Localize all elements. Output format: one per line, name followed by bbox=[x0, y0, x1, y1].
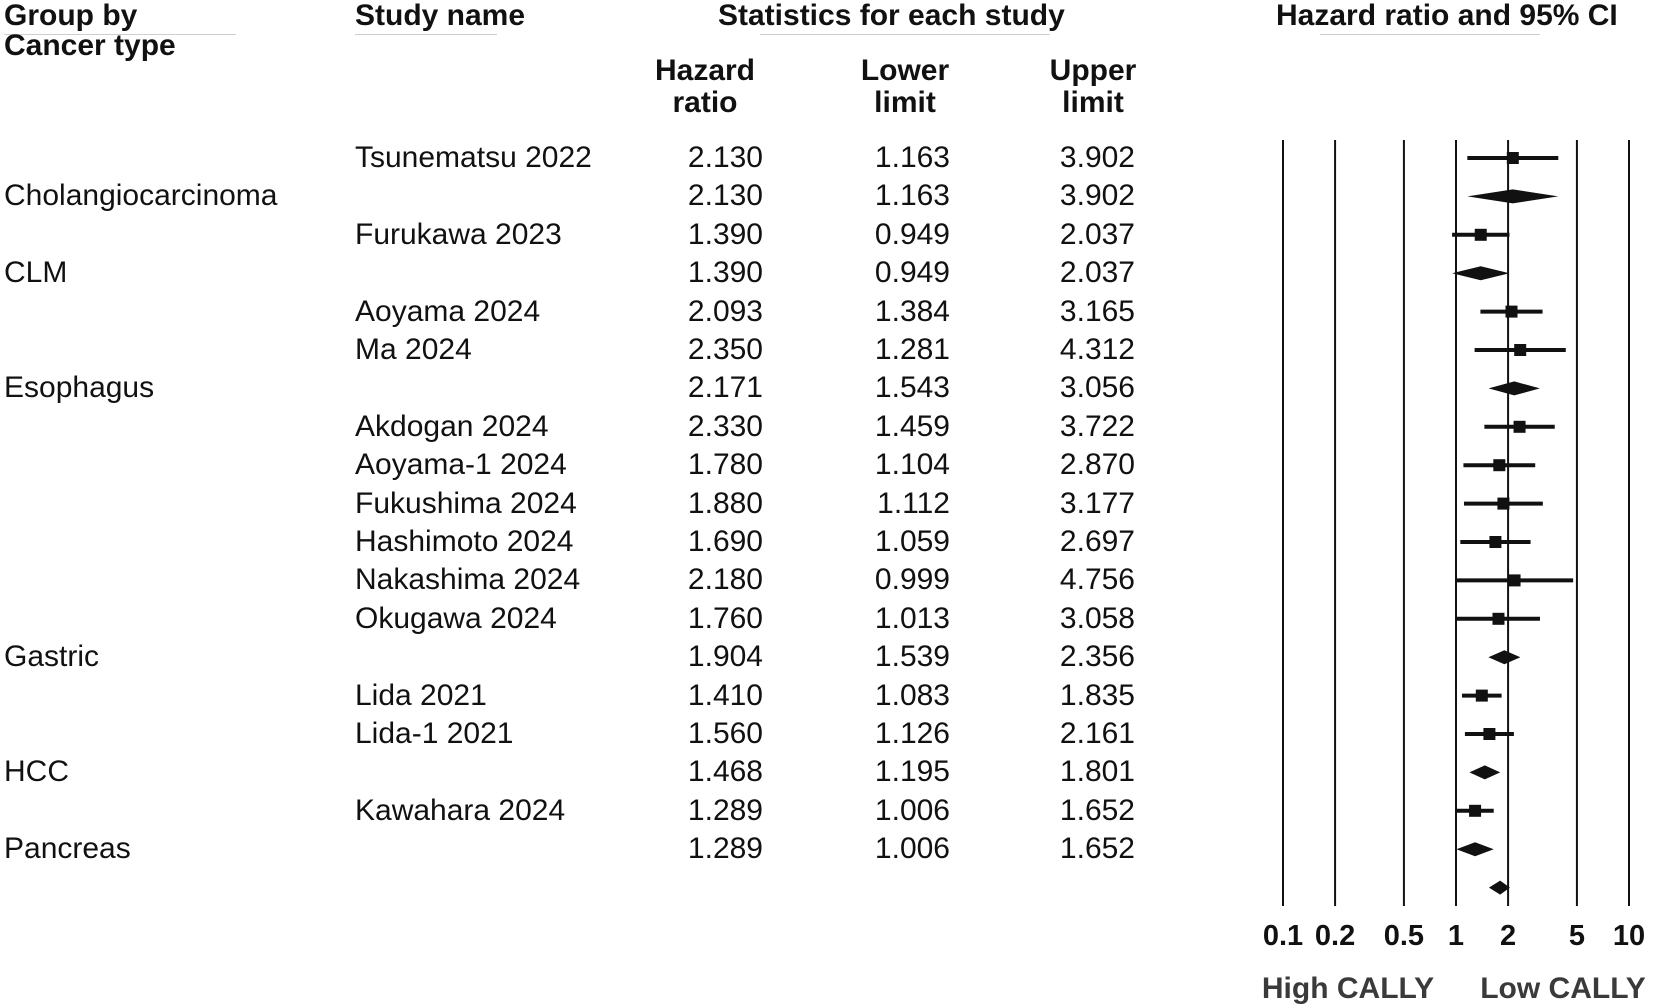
lower-limit-value: 1.459 bbox=[874, 409, 950, 443]
point-estimate-marker bbox=[1497, 498, 1509, 510]
hr-header-1: Hazard bbox=[654, 54, 756, 87]
point-estimate-marker bbox=[1489, 536, 1501, 548]
summary-diamond bbox=[1488, 650, 1520, 664]
hazard-ratio-value: 1.289 bbox=[687, 832, 763, 866]
lower-limit-value: 1.083 bbox=[874, 678, 950, 712]
study-name: Lida 2021 bbox=[355, 678, 487, 712]
group-label: HCC bbox=[4, 755, 69, 789]
hazard-ratio-value: 1.690 bbox=[687, 525, 763, 558]
upper-limit-value: 3.058 bbox=[1059, 601, 1135, 635]
x-tick-label: 0.1 bbox=[1262, 920, 1304, 952]
lower-limit-value: 1.059 bbox=[874, 525, 950, 558]
upper-limit-value: 3.056 bbox=[1059, 371, 1135, 405]
hazard-ratio-value: 1.390 bbox=[687, 256, 763, 290]
group-label: Cholangiocarcinoma bbox=[4, 179, 278, 213]
upper-limit-value: 2.697 bbox=[1059, 525, 1135, 558]
hazard-ratio-value: 2.350 bbox=[687, 333, 763, 366]
hazard-ratio-value: 1.410 bbox=[687, 678, 763, 712]
hazard-ratio-value: 2.180 bbox=[687, 563, 763, 597]
lower-limit-value: 1.112 bbox=[877, 486, 950, 520]
upper-header-1: Upper bbox=[1049, 54, 1137, 87]
group-label: Gastric bbox=[4, 640, 100, 674]
hazard-ratio-value: 2.330 bbox=[687, 409, 763, 443]
study-name: Aoyama 2024 bbox=[355, 294, 541, 328]
plot-header: Hazard ratio and 95% CI bbox=[1276, 0, 1618, 32]
hazard-ratio-value: 1.760 bbox=[687, 601, 763, 635]
hazard-ratio-value: 2.130 bbox=[687, 179, 763, 213]
study-name: Hashimoto 2024 bbox=[355, 525, 574, 558]
hazard-ratio-value: 2.171 bbox=[687, 371, 763, 405]
upper-limit-value: 2.037 bbox=[1059, 256, 1135, 290]
point-estimate-marker bbox=[1475, 229, 1487, 241]
lower-limit-value: 1.013 bbox=[874, 601, 950, 635]
x-tick-label: 10 bbox=[1612, 920, 1646, 952]
summary-diamond bbox=[1456, 842, 1493, 856]
x-tick-label: 2 bbox=[1500, 920, 1517, 952]
point-estimate-marker bbox=[1514, 344, 1526, 356]
upper-limit-value: 1.652 bbox=[1059, 793, 1135, 827]
study-name: Aoyama-1 2024 bbox=[355, 448, 567, 482]
group-label: Esophagus bbox=[4, 371, 155, 405]
hazard-ratio-value: 2.093 bbox=[687, 294, 763, 328]
lower-limit-value: 1.104 bbox=[874, 448, 950, 482]
lower-limit-value: 0.949 bbox=[874, 256, 950, 290]
lower-limit-value: 1.006 bbox=[874, 832, 950, 866]
lower-limit-value: 1.543 bbox=[874, 371, 950, 405]
lower-limit-value: 1.126 bbox=[874, 717, 950, 750]
hazard-ratio-value: 1.390 bbox=[687, 217, 763, 251]
point-estimate-marker bbox=[1483, 728, 1495, 740]
point-estimate-marker bbox=[1492, 613, 1504, 625]
hazard-ratio-value: 2.130 bbox=[687, 141, 763, 174]
upper-limit-value: 4.312 bbox=[1059, 333, 1135, 366]
upper-limit-value: 3.722 bbox=[1059, 409, 1135, 443]
lower-limit-value: 0.999 bbox=[874, 563, 950, 597]
study-name: Fukushima 2024 bbox=[355, 486, 577, 520]
point-estimate-marker bbox=[1507, 152, 1519, 164]
hazard-ratio-value: 1.904 bbox=[687, 640, 763, 674]
upper-limit-value: 1.652 bbox=[1059, 832, 1135, 866]
study-name: Akdogan 2024 bbox=[355, 409, 549, 443]
x-tick-label: 5 bbox=[1568, 920, 1585, 952]
stats-header: Statistics for each study bbox=[718, 0, 1065, 32]
summary-diamond bbox=[1489, 881, 1510, 895]
group-header-line2: Cancer type bbox=[4, 29, 176, 62]
summary-diamond bbox=[1452, 266, 1509, 280]
point-estimate-marker bbox=[1493, 459, 1505, 471]
upper-limit-value: 2.356 bbox=[1059, 640, 1135, 674]
lower-limit-value: 1.006 bbox=[874, 793, 950, 827]
group-label: Pancreas bbox=[4, 832, 131, 866]
point-estimate-marker bbox=[1476, 690, 1488, 702]
upper-limit-value: 3.177 bbox=[1059, 486, 1135, 520]
upper-limit-value: 2.037 bbox=[1059, 217, 1135, 251]
upper-limit-value: 1.801 bbox=[1059, 755, 1135, 789]
point-estimate-marker bbox=[1469, 805, 1481, 817]
hazard-ratio-value: 1.289 bbox=[687, 793, 763, 827]
x-label-low-cally: Low CALLY bbox=[1480, 972, 1646, 1005]
upper-header-2: limit bbox=[1062, 86, 1124, 119]
x-tick-label: 0.2 bbox=[1314, 920, 1356, 952]
lower-limit-value: 1.539 bbox=[874, 640, 950, 674]
study-name: Kawahara 2024 bbox=[355, 793, 566, 827]
lower-limit-value: 0.949 bbox=[874, 217, 950, 251]
point-estimate-marker bbox=[1514, 421, 1526, 433]
upper-limit-value: 3.165 bbox=[1059, 294, 1135, 328]
upper-limit-value: 2.870 bbox=[1059, 448, 1135, 482]
hazard-ratio-value: 1.560 bbox=[687, 717, 763, 750]
x-tick-label: 0.5 bbox=[1383, 920, 1425, 952]
study-header: Study name bbox=[355, 0, 526, 32]
hazard-ratio-value: 1.468 bbox=[687, 755, 763, 789]
study-name: Ma 2024 bbox=[355, 333, 472, 366]
lower-limit-value: 1.163 bbox=[874, 179, 950, 213]
hr-header-2: ratio bbox=[672, 86, 738, 119]
study-name: Lida-1 2021 bbox=[355, 717, 514, 750]
lower-header-1: Lower bbox=[860, 54, 950, 87]
upper-limit-value: 4.756 bbox=[1059, 563, 1135, 597]
study-name: Furukawa 2023 bbox=[355, 217, 562, 251]
lower-limit-value: 1.384 bbox=[874, 294, 950, 328]
upper-limit-value: 2.161 bbox=[1059, 717, 1135, 750]
x-label-high-cally: High CALLY bbox=[1261, 972, 1435, 1005]
lower-limit-value: 1.195 bbox=[874, 755, 950, 789]
upper-limit-value: 3.902 bbox=[1059, 179, 1135, 213]
summary-diamond bbox=[1467, 189, 1558, 203]
point-estimate-marker bbox=[1509, 574, 1521, 586]
upper-limit-value: 3.902 bbox=[1059, 141, 1135, 174]
summary-diamond bbox=[1469, 765, 1500, 779]
group-label: CLM bbox=[4, 256, 68, 290]
lower-limit-value: 1.281 bbox=[874, 333, 950, 366]
lower-header-2: limit bbox=[874, 86, 936, 119]
x-tick-label: 1 bbox=[1447, 920, 1465, 952]
hazard-ratio-value: 1.880 bbox=[687, 486, 763, 520]
group-header: Group by bbox=[4, 0, 138, 32]
upper-limit-value: 1.835 bbox=[1059, 678, 1135, 712]
hazard-ratio-value: 1.780 bbox=[687, 448, 763, 482]
study-name: Nakashima 2024 bbox=[355, 563, 581, 597]
point-estimate-marker bbox=[1505, 306, 1517, 318]
lower-limit-value: 1.163 bbox=[874, 141, 950, 174]
summary-diamond bbox=[1489, 381, 1540, 395]
study-name: Okugawa 2024 bbox=[355, 601, 557, 635]
study-name: Tsunematsu 2022 bbox=[355, 141, 592, 174]
